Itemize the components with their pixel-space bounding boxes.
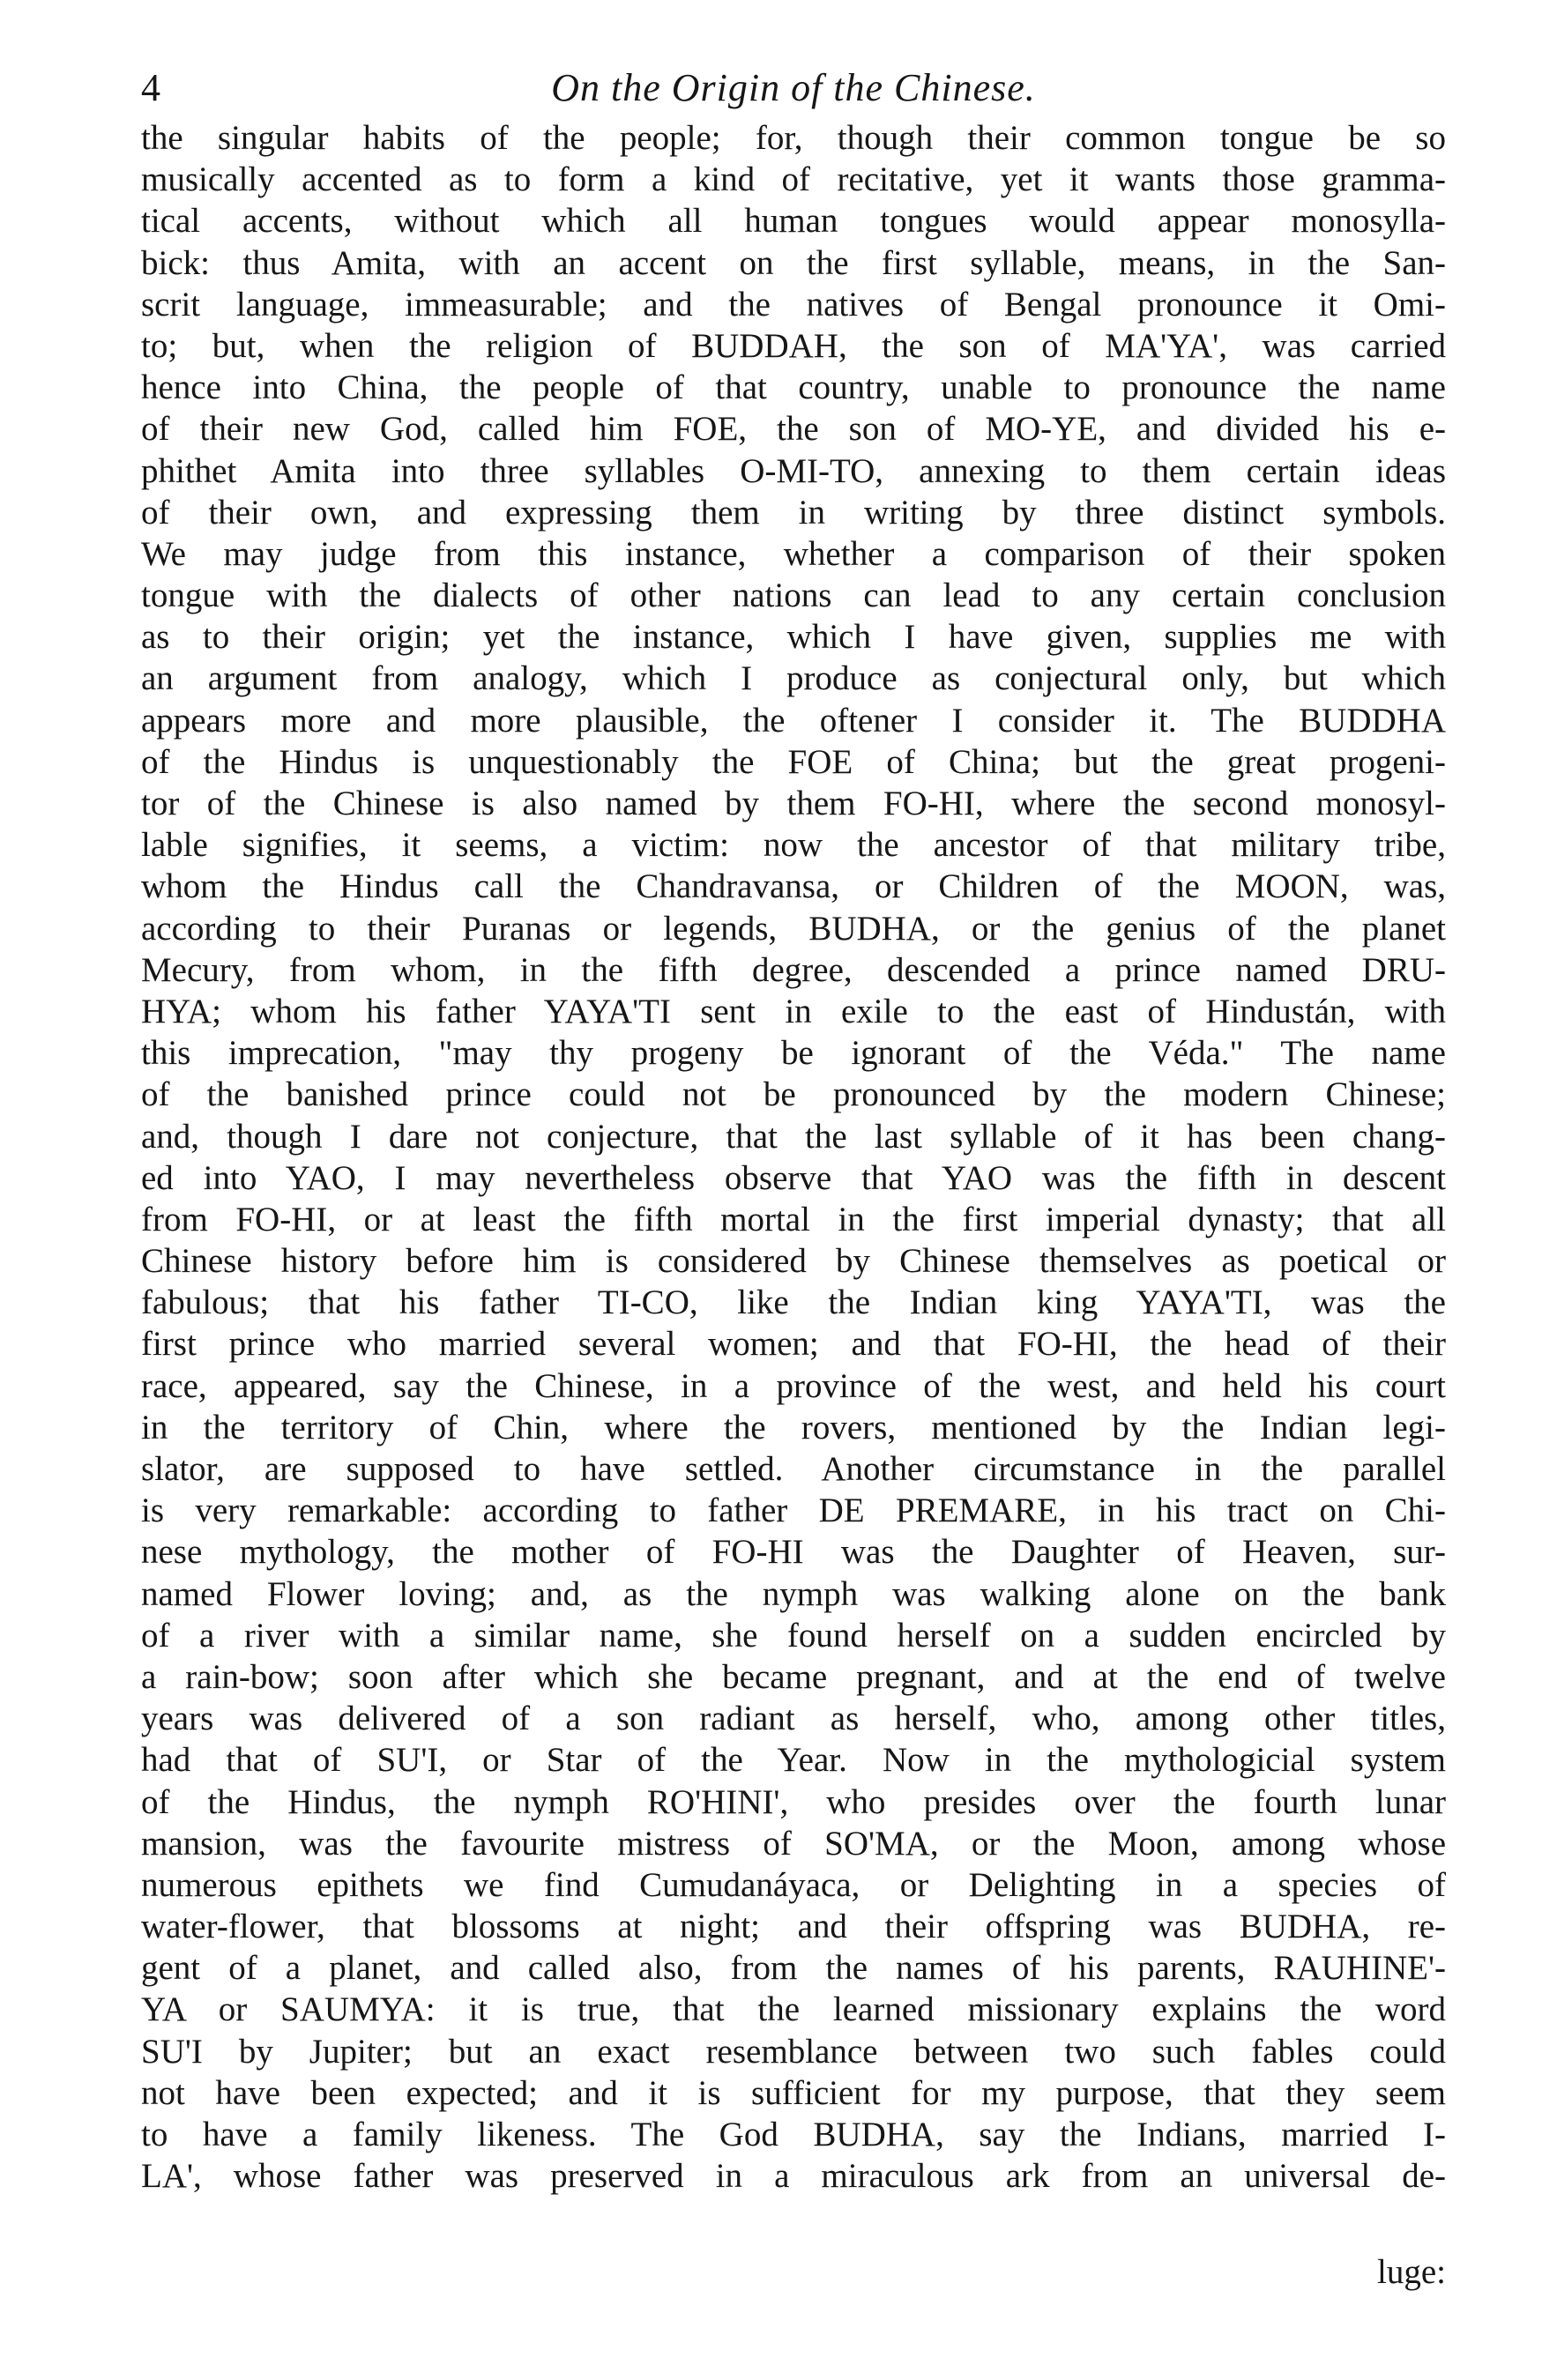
text-line: from FO-HI, or at least the fifth mortal in the first imperial dynasty; that all [141, 1200, 1446, 1238]
text-line: scrit language, immeasurable; and the natives of Bengal pronounce it Omi- [141, 285, 1446, 324]
text-line: HYA; whom his father YAYA'TI sent in exile to the east of Hindustán, with [141, 992, 1446, 1030]
text-line: to have a family likeness. The God BUDHA, say the Indians, married I- [141, 2116, 1446, 2153]
text-line: water-flower, that blossoms at night; and their offspring was BUDHA, re- [141, 1908, 1446, 1946]
text-line: and, though I dare not conjecture, that the last syllable of it has been chang- [141, 1117, 1446, 1156]
text-line: had that of SU'I, or Star of the Year. Now in the mythologicial system [141, 1741, 1446, 1780]
text-line: is very remarkable: according to father DE PREMARE, in his tract on Chi- [141, 1491, 1446, 1530]
text-line: this imprecation, "may thy progeny be ignorant of the Véda." The name [141, 1034, 1446, 1073]
text-line: musically accented as to form a kind of recitative, yet it wants those gramma- [141, 160, 1446, 199]
text-line: Chinese history before him is considered by Chinese themselves as poetical or [141, 1242, 1446, 1281]
catchword: luge: [1377, 2253, 1446, 2291]
text-line: years was delivered of a son radiant as herself, who, among other titles, [141, 1699, 1446, 1738]
text-line: race, appeared, say the Chinese, in a province of the west, and held his court [141, 1366, 1446, 1405]
text-line: phithet Amita into three syllables O-MI-TO, annexing to them certain ideas [141, 451, 1446, 490]
running-title: On the Origin of the Chinese. [551, 66, 1036, 109]
text-line: appears more and more plausible, the oftener I consider it. The BUDDHA [141, 701, 1446, 740]
text-line: LA', whose father was preserved in a miraculous ark from an universal de- [141, 2157, 1446, 2196]
text-line: as to their origin; yet the instance, which I have given, supplies me with [141, 618, 1446, 657]
text-line: of their own, and expressing them in writing by three distinct symbols. [141, 493, 1446, 532]
text-line: named Flower loving; and, as the nymph was walking alone on the bank [141, 1574, 1446, 1613]
text-line: tical accents, without which all human tongues would appear monosylla- [141, 202, 1446, 241]
text-line: We may judge from this instance, whether a comparison of their spoken [141, 534, 1446, 573]
page-number: 4 [141, 66, 160, 109]
text-line: slator, are supposed to have settled. Another circumstance in the parallel [141, 1450, 1446, 1488]
text-line: of their new God, called him FOE, the son of MO-YE, and divided his e- [141, 410, 1446, 449]
text-line: the singular habits of the people; for, though their common tongue be so [141, 119, 1446, 157]
text-line: nese mythology, the mother of FO-HI was the Daughter of Heaven, sur- [141, 1533, 1446, 1572]
text-line: hence into China, the people of that country, unable to pronounce the name [141, 368, 1446, 407]
text-line: fabulous; that his father TI-CO, like the Indian king YAYA'TI, was the [141, 1283, 1446, 1322]
text-line: according to their Puranas or legends, BUDHA, or the genius of the planet [141, 909, 1446, 948]
text-line: tor of the Chinese is also named by them FO-HI, where the second monosyl- [141, 785, 1446, 822]
text-line: gent of a planet, and called also, from the names of his parents, RAUHINE'- [141, 1949, 1446, 1988]
text-line: ed into YAO, I may nevertheless observe that YAO was the fifth in descent [141, 1158, 1446, 1197]
text-line: Mecury, from whom, in the fifth degree, descended a prince named DRU- [141, 950, 1446, 989]
catchword-line [141, 2250, 1446, 2294]
page-header [141, 62, 1446, 115]
text-line: YA or SAUMYA: it is true, that the learned missionary explains the word [141, 1990, 1446, 2029]
text-line: lable signifies, it seems, a victim: now the ancestor of that military tribe, [141, 826, 1446, 865]
text-line: of a river with a similar name, she found herself on a sudden encircled by [141, 1616, 1446, 1655]
text-line: a rain-bow; soon after which she became pregnant, and at the end of twelve [141, 1657, 1446, 1696]
text-line: to; but, when the religion of BUDDAH, the son of MA'YA', was carried [141, 326, 1446, 365]
text-line: mansion, was the favourite mistress of SO'MA, or the Moon, among whose [141, 1824, 1446, 1863]
text-line: numerous epithets we find Cumudanáyaca, or Delighting in a species of [141, 1865, 1446, 1904]
body-text [141, 117, 1446, 2197]
text-line: SU'I by Jupiter; but an exact resemblance between two such fables could [141, 2032, 1446, 2071]
text-line: not have been expected; and it is sufficient for my purpose, that they seem [141, 2073, 1446, 2112]
text-line: of the banished prince could not be pronounced by the modern Chinese; [141, 1075, 1446, 1114]
text-line: of the Hindus, the nymph RO'HINI', who presides over the fourth lunar [141, 1782, 1446, 1821]
text-line: of the Hindus is unquestionably the FOE of China; but the great progeni- [141, 742, 1446, 781]
text-line: in the territory of Chin, where the rovers, mentioned by the Indian legi- [141, 1408, 1446, 1447]
text-line: tongue with the dialects of other nations can lead to any certain conclusion [141, 576, 1446, 615]
text-line: bick: thus Amita, with an accent on the first syllable, means, in the San- [141, 243, 1446, 282]
text-line: an argument from analogy, which I produce as conjectural only, but which [141, 659, 1446, 698]
text-line: whom the Hindus call the Chandravansa, or Children of the MOON, was, [141, 867, 1446, 906]
text-line: first prince who married several women; and that FO-HI, the head of their [141, 1325, 1446, 1364]
